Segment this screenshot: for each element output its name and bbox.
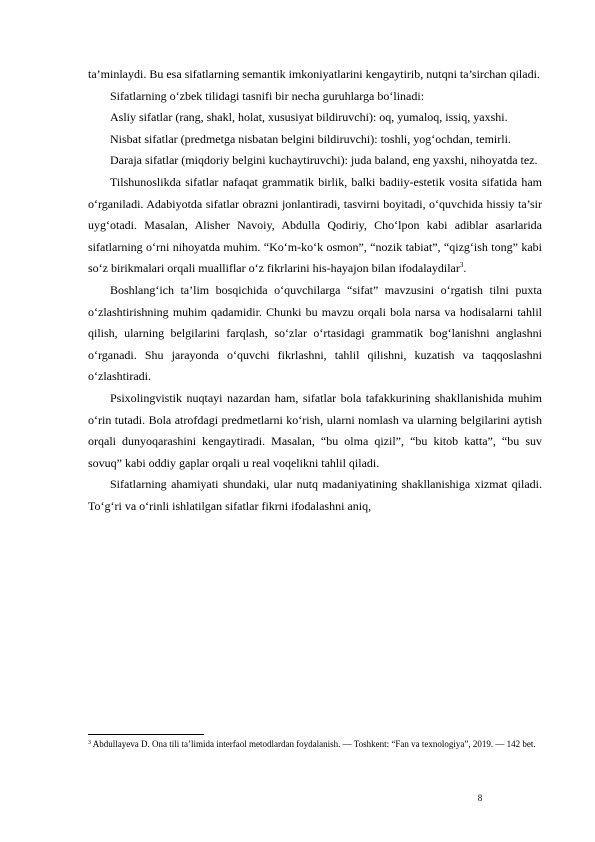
paragraph-asliy-sifatlar: Asliy sifatlar (rang, shakl, holat, xususiyat bildiruvchi): oq, yumaloq, issiq, yaxshi. [110, 110, 508, 125]
footnote [88, 739, 548, 751]
footnote-mark: 3 [88, 740, 91, 746]
paragraph-nisbat-sifatlar: Nisbat sifatlar (predmetga nisbatan belgini bildiruvchi): toshli, yog‘ochdan, temirli. [110, 131, 511, 146]
page-number: 8 [477, 793, 483, 803]
paragraph-literary-role-text: Tilshunoslikda sifatlar nafaqat grammatik birlik, balki badiiy-estetik vosita sifatida ham o‘rganiladi. Adabiyotda sifatlar obrazni jonlantiradi, tasvirni boyitadi, o‘quvchida hissiy ta’sir uyg‘otadi. Masalan, Alisher Navoiy, Abdulla Qodiriy, Cho‘lpon kabi adiblar asarlarida sifatlarning o‘rni nihoyatda muhim. “Ko‘m-ko‘k osmon”, “nozik tabiat”, “qizg‘ish tong” kabi so‘z birikmalari orqali mualliflar o‘z fikrlarini his-hayajon bilan ifodalaydilar [88, 174, 542, 276]
body-text [88, 64, 542, 517]
paragraph-continuation: ta’minlaydi. Bu esa sifatlarning semantik imkoniyatlarini kengaytirib, nutqni ta’sirchan qiladi. [88, 67, 540, 81]
paragraph-literary-role [88, 172, 542, 280]
paragraph-psycholinguistic: Psixolingvistik nuqtayi nazardan ham, sifatlar bola tafakkurining shakllanishida muhim o‘rin tutadi. Bola atrofdagi predmetlarni ko‘rish, ularni nomlash va ularning belgilarini aytish orqali dunyoqarashini kengaytiradi. Masalan, “bu olma qizil”, “bu kitob katta”, “bu suv sovuq” kabi oddiy gaplar orqali u real voqelikni tahlil qiladi. [88, 390, 542, 470]
paragraph-primary-education: Boshlang‘ich ta’lim bosqichida o‘quvchilarga “sifat” mavzusini o‘rgatish tilni puxta o‘zlashtirishning muhim qadamidir. Chunki bu mavzu orqali bola narsa va hodisalarni tahlil qilish, ularning belgilarini farqlash, so‘zlar o‘rtasidagi grammatik bog‘lanishni anglashni o‘rganadi. Shu jarayonda o‘quvchi fikrlashni, tahlil qilishni, kuzatish va taqqoslashni o‘zlashtiradi. [88, 282, 542, 384]
paragraph-daraja-sifatlar: Daraja sifatlar (miqdoriy belgini kuchaytiruvchi): juda baland, eng yaxshi, nihoyatda tez. [110, 153, 538, 168]
footnote-reference[interactable]: 3 [459, 261, 464, 270]
footnote-text: Abdullayeva D. Ona tili ta’limida interfaol metodlardan foydalanish. — Toshkent: “Fan va texnologiya”, 2019. — 142 bet. [91, 739, 536, 749]
paragraph-classification-intro: Sifatlarning o‘zbek tilidagi tasnifi bir necha guruhlarga bo‘linadi: [110, 88, 425, 103]
paragraph-end-period: . [463, 261, 467, 276]
page-number-container [0, 793, 485, 803]
paragraph-speech-culture: Sifatlarning ahamiyati shundaki, ular nutq madaniyatining shakllanishiga xizmat qiladi. To‘g‘ri va o‘rinli ishlatilgan sifatlar fikrni ifodalashni aniq, [88, 477, 542, 513]
footnote-divider [88, 734, 204, 735]
